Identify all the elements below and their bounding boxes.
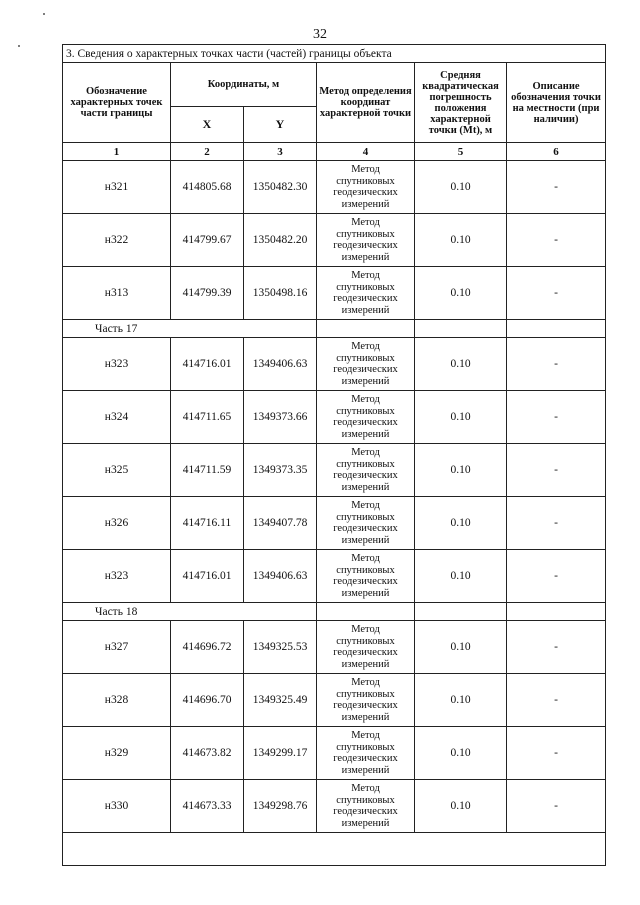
- error-value: 0.10: [415, 780, 507, 833]
- coord-x: 414696.70: [171, 674, 244, 727]
- error-value: 0.10: [415, 550, 507, 603]
- error-value: 0.10: [415, 621, 507, 674]
- method-line: измерений: [341, 375, 390, 387]
- description-value: -: [507, 444, 606, 497]
- column-number: 6: [507, 143, 606, 161]
- method-line: спутниковых: [336, 281, 395, 293]
- column-number: 1: [63, 143, 171, 161]
- description-value: -: [507, 550, 606, 603]
- method-line: Метод: [351, 783, 380, 794]
- point-name: н330: [63, 780, 171, 833]
- description-value: -: [507, 214, 606, 267]
- point-name: н325: [63, 444, 171, 497]
- column-number: 5: [415, 143, 507, 161]
- description-value: -: [507, 391, 606, 444]
- coord-x: 414716.11: [171, 497, 244, 550]
- method-line: измерений: [341, 198, 390, 210]
- point-name: н324: [63, 391, 171, 444]
- method-line: измерений: [341, 658, 390, 670]
- empty-cell: [317, 603, 415, 621]
- coord-y: 1349373.66: [244, 391, 317, 444]
- empty-cell: [507, 320, 606, 338]
- method-line: спутниковых: [336, 405, 395, 417]
- description-value: -: [507, 621, 606, 674]
- method-line: Метод: [351, 500, 380, 511]
- table-row: [63, 550, 606, 603]
- coord-x: 414711.59: [171, 444, 244, 497]
- header-coordinates: Координаты, м: [171, 63, 317, 107]
- point-name: н313: [63, 267, 171, 320]
- scan-speck: [43, 13, 45, 15]
- method-line: геодезических: [333, 187, 398, 198]
- table-row: [63, 497, 606, 550]
- coord-y: 1349406.63: [244, 338, 317, 391]
- method-line: Метод: [351, 164, 380, 175]
- method-line: геодезических: [333, 647, 398, 658]
- point-name: н329: [63, 727, 171, 780]
- column-number: 4: [317, 143, 415, 161]
- coord-y: 1349373.35: [244, 444, 317, 497]
- description-value: -: [507, 267, 606, 320]
- method-cell: [317, 780, 415, 833]
- point-name: н326: [63, 497, 171, 550]
- method-cell: [317, 214, 415, 267]
- error-value: 0.10: [415, 161, 507, 214]
- scan-speck: [18, 45, 20, 47]
- coord-y: 1349406.63: [244, 550, 317, 603]
- error-value: 0.10: [415, 727, 507, 780]
- description-value: -: [507, 727, 606, 780]
- error-value: 0.10: [415, 214, 507, 267]
- point-name: н323: [63, 338, 171, 391]
- table-row: [63, 161, 606, 214]
- header-x: X: [171, 107, 244, 143]
- empty-cell: [415, 320, 507, 338]
- method-line: измерений: [341, 711, 390, 723]
- method-cell: [317, 444, 415, 497]
- method-line: измерений: [341, 304, 390, 316]
- method-line: спутниковых: [336, 352, 395, 364]
- method-cell: [317, 161, 415, 214]
- method-line: геодезических: [333, 523, 398, 534]
- point-name: н323: [63, 550, 171, 603]
- method-line: спутниковых: [336, 175, 395, 187]
- coord-y: 1349407.78: [244, 497, 317, 550]
- table-row: [63, 674, 606, 727]
- method-line: Метод: [351, 447, 380, 458]
- method-line: геодезических: [333, 240, 398, 251]
- error-value: 0.10: [415, 674, 507, 727]
- coord-y: 1350482.30: [244, 161, 317, 214]
- description-value: -: [507, 780, 606, 833]
- method-cell: [317, 727, 415, 780]
- method-line: измерений: [341, 817, 390, 829]
- part-header-row: [63, 603, 606, 621]
- method-line: измерений: [341, 534, 390, 546]
- point-name: н328: [63, 674, 171, 727]
- description-value: -: [507, 161, 606, 214]
- method-line: спутниковых: [336, 511, 395, 523]
- method-line: спутниковых: [336, 794, 395, 806]
- coord-y: 1350498.16: [244, 267, 317, 320]
- section-title: 3. Сведения о характерных точках части (частей) границы объекта: [63, 45, 606, 63]
- empty-cell: [415, 603, 507, 621]
- method-line: Метод: [351, 553, 380, 564]
- method-line: геодезических: [333, 576, 398, 587]
- method-cell: [317, 550, 415, 603]
- error-value: 0.10: [415, 444, 507, 497]
- part-header-row: [63, 320, 606, 338]
- method-cell: [317, 338, 415, 391]
- method-line: спутниковых: [336, 635, 395, 647]
- method-cell: [317, 391, 415, 444]
- description-value: -: [507, 338, 606, 391]
- method-line: Метод: [351, 217, 380, 228]
- header-error: Средняя квадратическая погрешность положения характерной точки (Mt), м: [415, 63, 507, 143]
- method-line: геодезических: [333, 417, 398, 428]
- method-line: измерений: [341, 251, 390, 263]
- method-line: измерений: [341, 587, 390, 599]
- method-line: геодезических: [333, 470, 398, 481]
- description-value: -: [507, 497, 606, 550]
- method-line: геодезических: [333, 806, 398, 817]
- method-line: измерений: [341, 481, 390, 493]
- boundary-points-table: [62, 44, 606, 866]
- header-y: Y: [244, 107, 317, 143]
- method-line: геодезических: [333, 364, 398, 375]
- method-line: Метод: [351, 270, 380, 281]
- empty-cell: [507, 603, 606, 621]
- coord-y: 1349298.76: [244, 780, 317, 833]
- table-row: [63, 780, 606, 833]
- coord-x: 414716.01: [171, 338, 244, 391]
- error-value: 0.10: [415, 497, 507, 550]
- empty-footer-row: [63, 833, 606, 866]
- table-row: [63, 214, 606, 267]
- description-value: -: [507, 674, 606, 727]
- coord-y: 1349325.53: [244, 621, 317, 674]
- method-line: спутниковых: [336, 228, 395, 240]
- coord-x: 414805.68: [171, 161, 244, 214]
- empty-cell: [63, 833, 606, 866]
- method-line: измерений: [341, 428, 390, 440]
- method-line: Метод: [351, 624, 380, 635]
- method-line: геодезических: [333, 293, 398, 304]
- method-line: спутниковых: [336, 564, 395, 576]
- coord-y: 1349299.17: [244, 727, 317, 780]
- part-label: Часть 18: [63, 603, 317, 621]
- page-number: 32: [313, 27, 327, 42]
- method-cell: [317, 621, 415, 674]
- point-name: н322: [63, 214, 171, 267]
- coord-y: 1349325.49: [244, 674, 317, 727]
- header-description: Описание обозначения точки на местности (при наличии): [507, 63, 606, 143]
- error-value: 0.10: [415, 391, 507, 444]
- coord-y: 1350482.20: [244, 214, 317, 267]
- method-line: Метод: [351, 341, 380, 352]
- table-row: [63, 727, 606, 780]
- part-label: Часть 17: [63, 320, 317, 338]
- error-value: 0.10: [415, 338, 507, 391]
- method-cell: [317, 674, 415, 727]
- method-line: Метод: [351, 394, 380, 405]
- header-designation: Обозначение характерных точек части границы: [63, 63, 171, 143]
- error-value: 0.10: [415, 267, 507, 320]
- coord-x: 414711.65: [171, 391, 244, 444]
- table-row: [63, 444, 606, 497]
- method-line: спутниковых: [336, 458, 395, 470]
- method-cell: [317, 497, 415, 550]
- method-line: измерений: [341, 764, 390, 776]
- table-row: [63, 391, 606, 444]
- coord-x: 414799.67: [171, 214, 244, 267]
- table-row: [63, 621, 606, 674]
- column-number: 2: [171, 143, 244, 161]
- table-row: [63, 267, 606, 320]
- header-method: Метод определения координат характерной точки: [317, 63, 415, 143]
- method-line: спутниковых: [336, 741, 395, 753]
- table-body: [63, 161, 606, 833]
- method-line: Метод: [351, 677, 380, 688]
- coord-x: 414799.39: [171, 267, 244, 320]
- coord-x: 414696.72: [171, 621, 244, 674]
- coord-x: 414716.01: [171, 550, 244, 603]
- method-cell: [317, 267, 415, 320]
- method-line: Метод: [351, 730, 380, 741]
- point-name: н321: [63, 161, 171, 214]
- table-row: [63, 338, 606, 391]
- coord-x: 414673.33: [171, 780, 244, 833]
- empty-cell: [317, 320, 415, 338]
- method-line: спутниковых: [336, 688, 395, 700]
- coord-x: 414673.82: [171, 727, 244, 780]
- point-name: н327: [63, 621, 171, 674]
- column-number: 3: [244, 143, 317, 161]
- method-line: геодезических: [333, 753, 398, 764]
- method-line: геодезических: [333, 700, 398, 711]
